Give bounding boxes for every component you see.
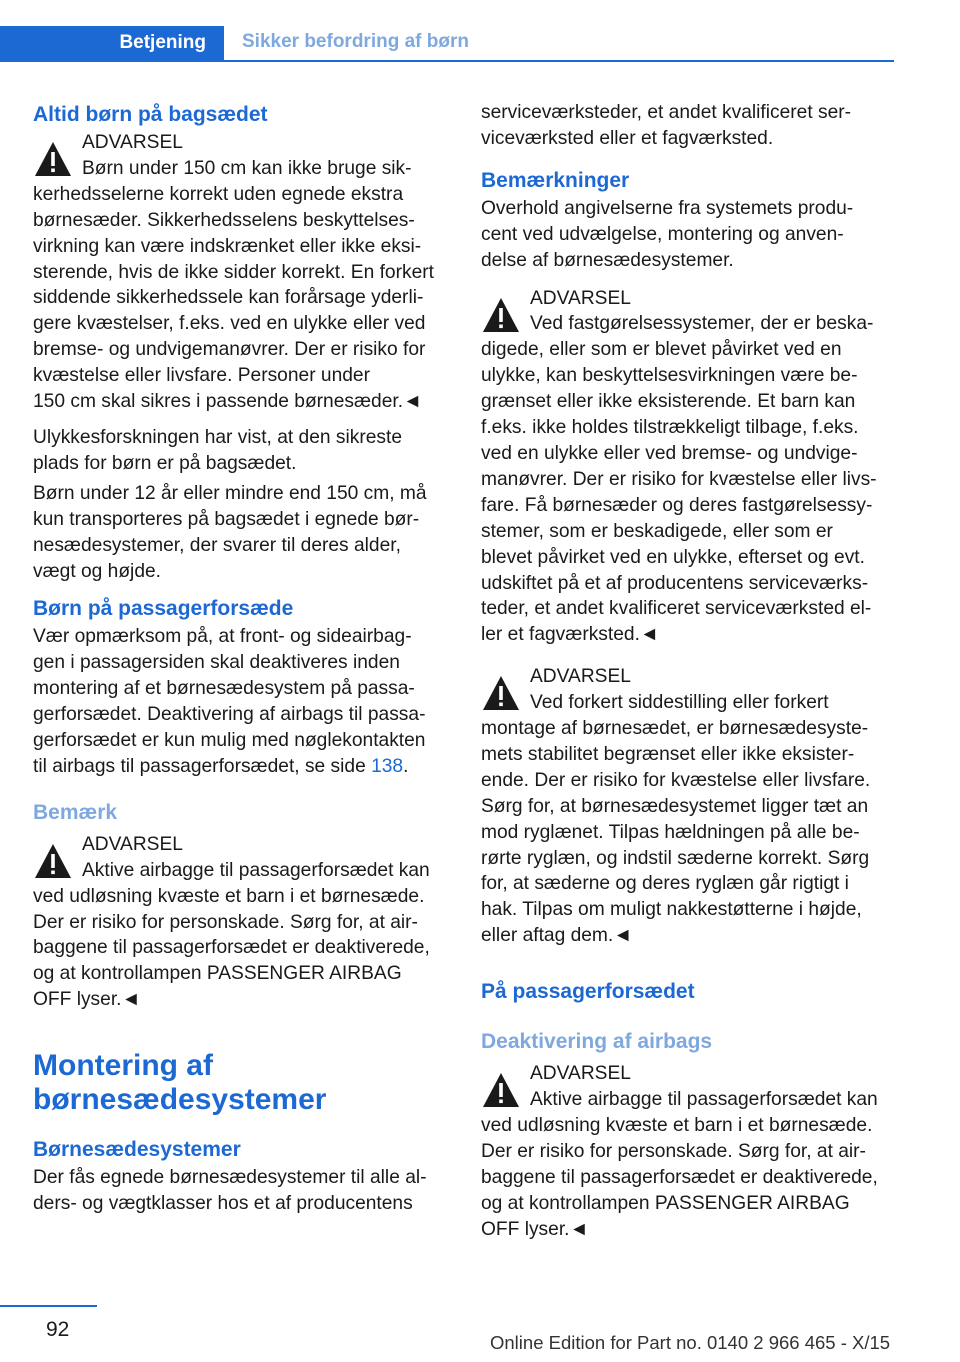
warning-label: ADVARSEL: [530, 666, 631, 688]
edition-footer: Online Edition for Part no. 0140 2 966 465 - X/15: [490, 1332, 891, 1353]
warning-triangle-icon: [33, 842, 73, 880]
warning-triangle-icon: [481, 1071, 521, 1109]
chapter-heading-mounting: Montering af børnesædesystemer: [33, 1049, 327, 1117]
warning-text-first: Børn under 150 cm kan ikke bruge sik‐: [82, 157, 412, 179]
heading-children-back-seat: Altid børn på bagsædet: [33, 103, 268, 126]
warning-label: ADVARSEL: [82, 132, 183, 153]
warning-triangle-icon: [33, 140, 73, 178]
warning-text-first: Ved forkert siddestilling eller forkert: [530, 692, 829, 714]
warning-text-first: Aktive airbagge til passagerforsædet kan: [82, 859, 430, 881]
paragraph: Overhold angivelserne fra systemets produ‐ cent ved udvælgelse, montering og anven‐ delse af børnesædesystemer.: [481, 197, 854, 271]
paragraph-airbag-deactivation: [33, 624, 447, 779]
warning-text-first: Aktive airbagge til passagerforsædet kan: [530, 1089, 878, 1111]
warning-label: ADVARSEL: [530, 1063, 631, 1085]
heading-on-passenger-seat: På passagerforsædet: [481, 980, 695, 1004]
warning-block: [481, 286, 895, 649]
paragraph-text-end: .: [403, 755, 409, 777]
heading-passenger-seat: Børn på passagerforsæde: [33, 597, 294, 621]
page-link-138[interactable]: 138: [371, 755, 404, 777]
left-column: [33, 100, 447, 1217]
warning-block: [33, 130, 447, 415]
paragraph: Børn under 12 år eller mindre end 150 cm, må kun transporteres på bagsædet i egnede bør‐ nesædesystemer, der svarer til deres alder, vægt og højde.: [33, 482, 427, 582]
page-header: [0, 26, 894, 64]
warning-label: ADVARSEL: [82, 833, 183, 855]
page-number: 92: [46, 1318, 70, 1341]
heading-note: Bemærk: [33, 800, 118, 824]
heading-remarks: Bemærkninger: [481, 168, 630, 192]
warning-label: ADVARSEL: [530, 287, 631, 309]
warning-triangle-icon: [481, 674, 521, 712]
warning-block: [33, 832, 447, 1013]
heading-child-seat-systems: Børnesædesystemer: [33, 1138, 241, 1162]
paragraph: Ulykkesforskningen har vist, at den sikreste plads for børn er på bagsædet.: [33, 426, 402, 474]
warning-text: ved udløsning kvæste et barn i et børnesæde. Der er risiko for personskade. Sørg for, at air‐ baggene til passagerforsædet er deaktiverede, og at kontrollampen PASSENGER AIRBAG OFF lyser.◄: [33, 885, 430, 1011]
heading-airbag-deactivation: Deaktivering af airbags: [481, 1030, 713, 1054]
footer-rule: [0, 1305, 97, 1307]
paragraph: serviceværksteder, et andet kvalificeret ser‐ viceværksted eller et fagværksted.: [481, 102, 852, 149]
warning-text: ved udløsning kvæste et barn i et børnesæde. Der er risiko for personskade. Sørg for, at air‐ baggene til passagerforsædet er deaktiverede, og at kontrollampen PASSENGER AIRBAG OFF lyser.◄: [481, 1115, 878, 1240]
warning-block: [481, 1061, 895, 1242]
chapter-tab[interactable]: Betjening: [0, 26, 224, 60]
header-rule: [0, 60, 894, 62]
paragraph-text: Vær opmærksom på, at front- og sideairbag‐ gen i passagersiden skal deaktiveres inden montering af et børnesædesystem på passa‐ gerforsædet. Deaktivering af airbags til passa‐ gerforsædet er kun mulig med nøglekontakten til airbags til passagerforsædet, se side: [33, 626, 426, 777]
right-column: [481, 100, 895, 1243]
warning-text: kerhedsselerne korrekt uden egnede ekstra børnesæder. Sikkerhedsselens beskyttelses‐ virkning kan være indskrænket eller ikke eksi‐ sterende, hvis de ikke sidder korrekt. En forkert siddende sikkerhedssele kan forårsage yderli‐ gere kvæstelser, f.eks. ved en ulykke eller ved bremse- og undvigemanøvrer. Der er risiko for kvæstelse eller livsfare. Personer under 150 cm skal sikres i passende børnesæder.◄: [33, 183, 434, 413]
warning-text: montage af børnesædet, er børnesædesyste‐ mets stabilitet begrænset eller ikke eksister‐ ende. Der er risiko for kvæstelse eller livsfare. Sørg for, at børnesædesystemet ligger tæt an mod ryglænet. Tilpas hældningen på alle be‐ rørte ryglæn, og indstil sæderne korrekt. Sørg for, at sæderne og deres ryglæn går rigtigt i hak. Tilpas om muligt nakkestøtterne i højde, eller aftag dem.◄: [481, 718, 871, 947]
warning-text-first: Ved fastgørelsessystemer, der er beska‐: [530, 313, 874, 335]
section-title[interactable]: Sikker befordring af børn: [242, 31, 469, 52]
warning-triangle-icon: [481, 296, 521, 334]
warning-block: [481, 664, 895, 949]
paragraph: Der fås egnede børnesædesystemer til alle al‐ ders- og vægtklasser hos et af producentens: [33, 1167, 427, 1215]
warning-text: digede, eller som er blevet påvirket ved en ulykke, kan beskyttelsesvirkningen være be‐ grænset eller ikke eksisterende. Et barn kan f.eks. ikke holdes tilstrækkeligt tilbage, f.eks. ved en ulykke eller ved bremse- og undvige‐ manøvrer. Der er risiko for kvæstelse eller livs‐ fare. Få børnesæder og deres fastgørelsessy‐ stemer, som er beskadigede, eller som er blevet påvirket ved en ulykke, efterset og evt. udskiftet på et af producentens serviceværks‐ teder, et andet kvalificeret serviceværksted el‐ ler et fagværksted.◄: [481, 339, 877, 646]
